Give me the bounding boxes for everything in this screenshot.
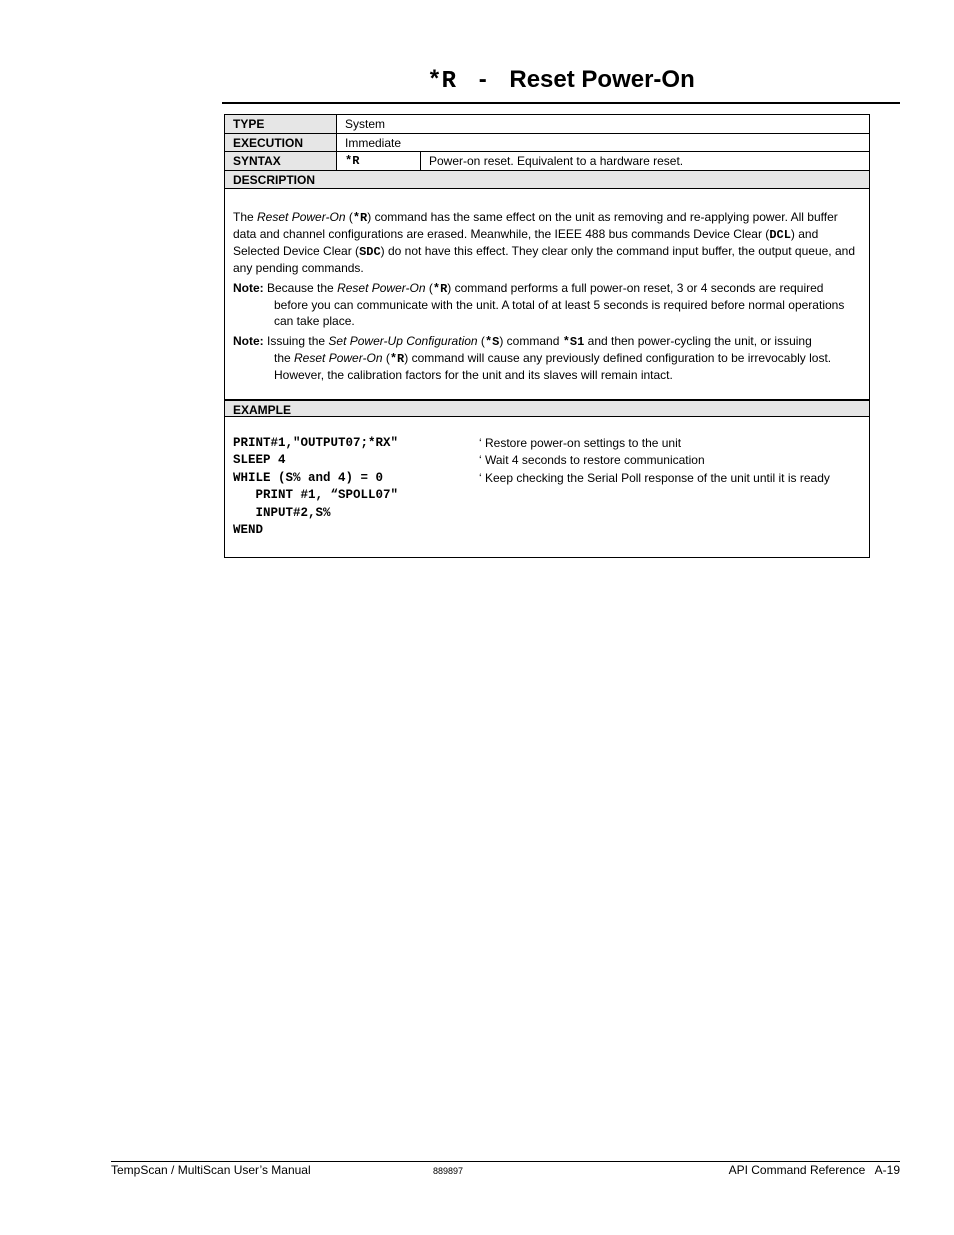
code-comment: ‘ Wait 4 seconds to restore communication — [479, 453, 705, 468]
syntax-value: *R — [337, 152, 421, 170]
code-line: PRINT#1,"OUTPUT07;*RX" — [233, 436, 399, 450]
note-label: Note: — [233, 334, 264, 348]
footer-page-ref: API Command Reference A-19 — [728, 1163, 900, 1177]
example-header: EXAMPLE — [225, 399, 869, 417]
footer-rule — [111, 1161, 900, 1162]
note-1: Note: Because the Reset Power-On (*R) command performs a full power-on reset, 3 or 4 seconds are required before you can communicate with the unit. A total of at least 5 seconds is required before normal operations can take place. — [233, 281, 845, 328]
code-line: WEND — [233, 523, 264, 538]
code-comment: ‘ Restore power-on settings to the unit — [479, 436, 682, 450]
code-line: PRINT #1, “SPOLL07" — [233, 488, 399, 503]
code-line: INPUT#2,S% — [233, 505, 331, 520]
syntax-row — [225, 152, 869, 171]
page-title — [222, 66, 900, 102]
syntax-description: Power-on reset. Equivalent to a hardware reset. — [429, 154, 684, 168]
command-code: *R — [427, 68, 457, 95]
footer-manual-title: TempScan / MultiScan User’s Manual — [111, 1163, 311, 1177]
execution-label: EXECUTION — [225, 134, 337, 151]
description-paragraph: The Reset Power-On (*R) command has the same effect on the unit as removing and re-applying power. All buffer data and channel configurations are erased. Meanwhile, the IEEE 488 bus commands Device Clear (DCL) and Selected Device Clear (SDC) do not have this effect. They clear only the command input buffer, the output queue, and any pending commands. — [233, 210, 855, 275]
note-2: Note: Issuing the Set Power-Up Configuration (*S) command *S1 and then power-cycling the unit, or issuing the Reset Power-On (*R) command will cause any previously defined configuration to be irrevocably lost. However, the calibration factors for the unit and its slaves will remain intact. — [233, 334, 832, 382]
code-line: SLEEP 4 — [233, 453, 286, 468]
title-separator: - — [478, 66, 487, 93]
code-line: WHILE (S% and 4) = 0 — [233, 470, 384, 485]
code-comment: ‘ Keep checking the Serial Poll response of the unit until it is ready — [479, 470, 830, 485]
type-value: System — [345, 117, 386, 131]
execution-value: Immediate — [345, 136, 402, 150]
note-label: Note: — [233, 281, 264, 295]
command-table — [224, 114, 870, 558]
title-rule — [222, 102, 900, 104]
example-comments — [479, 435, 830, 487]
type-label: TYPE — [225, 115, 337, 133]
example-code — [233, 435, 398, 539]
execution-row — [225, 134, 869, 152]
type-row — [225, 115, 869, 134]
command-name: Reset Power-On — [509, 66, 695, 93]
description-header: DESCRIPTION — [225, 171, 869, 189]
syntax-label: SYNTAX — [225, 152, 337, 170]
footer-doc-number: 889897 — [433, 1166, 464, 1176]
